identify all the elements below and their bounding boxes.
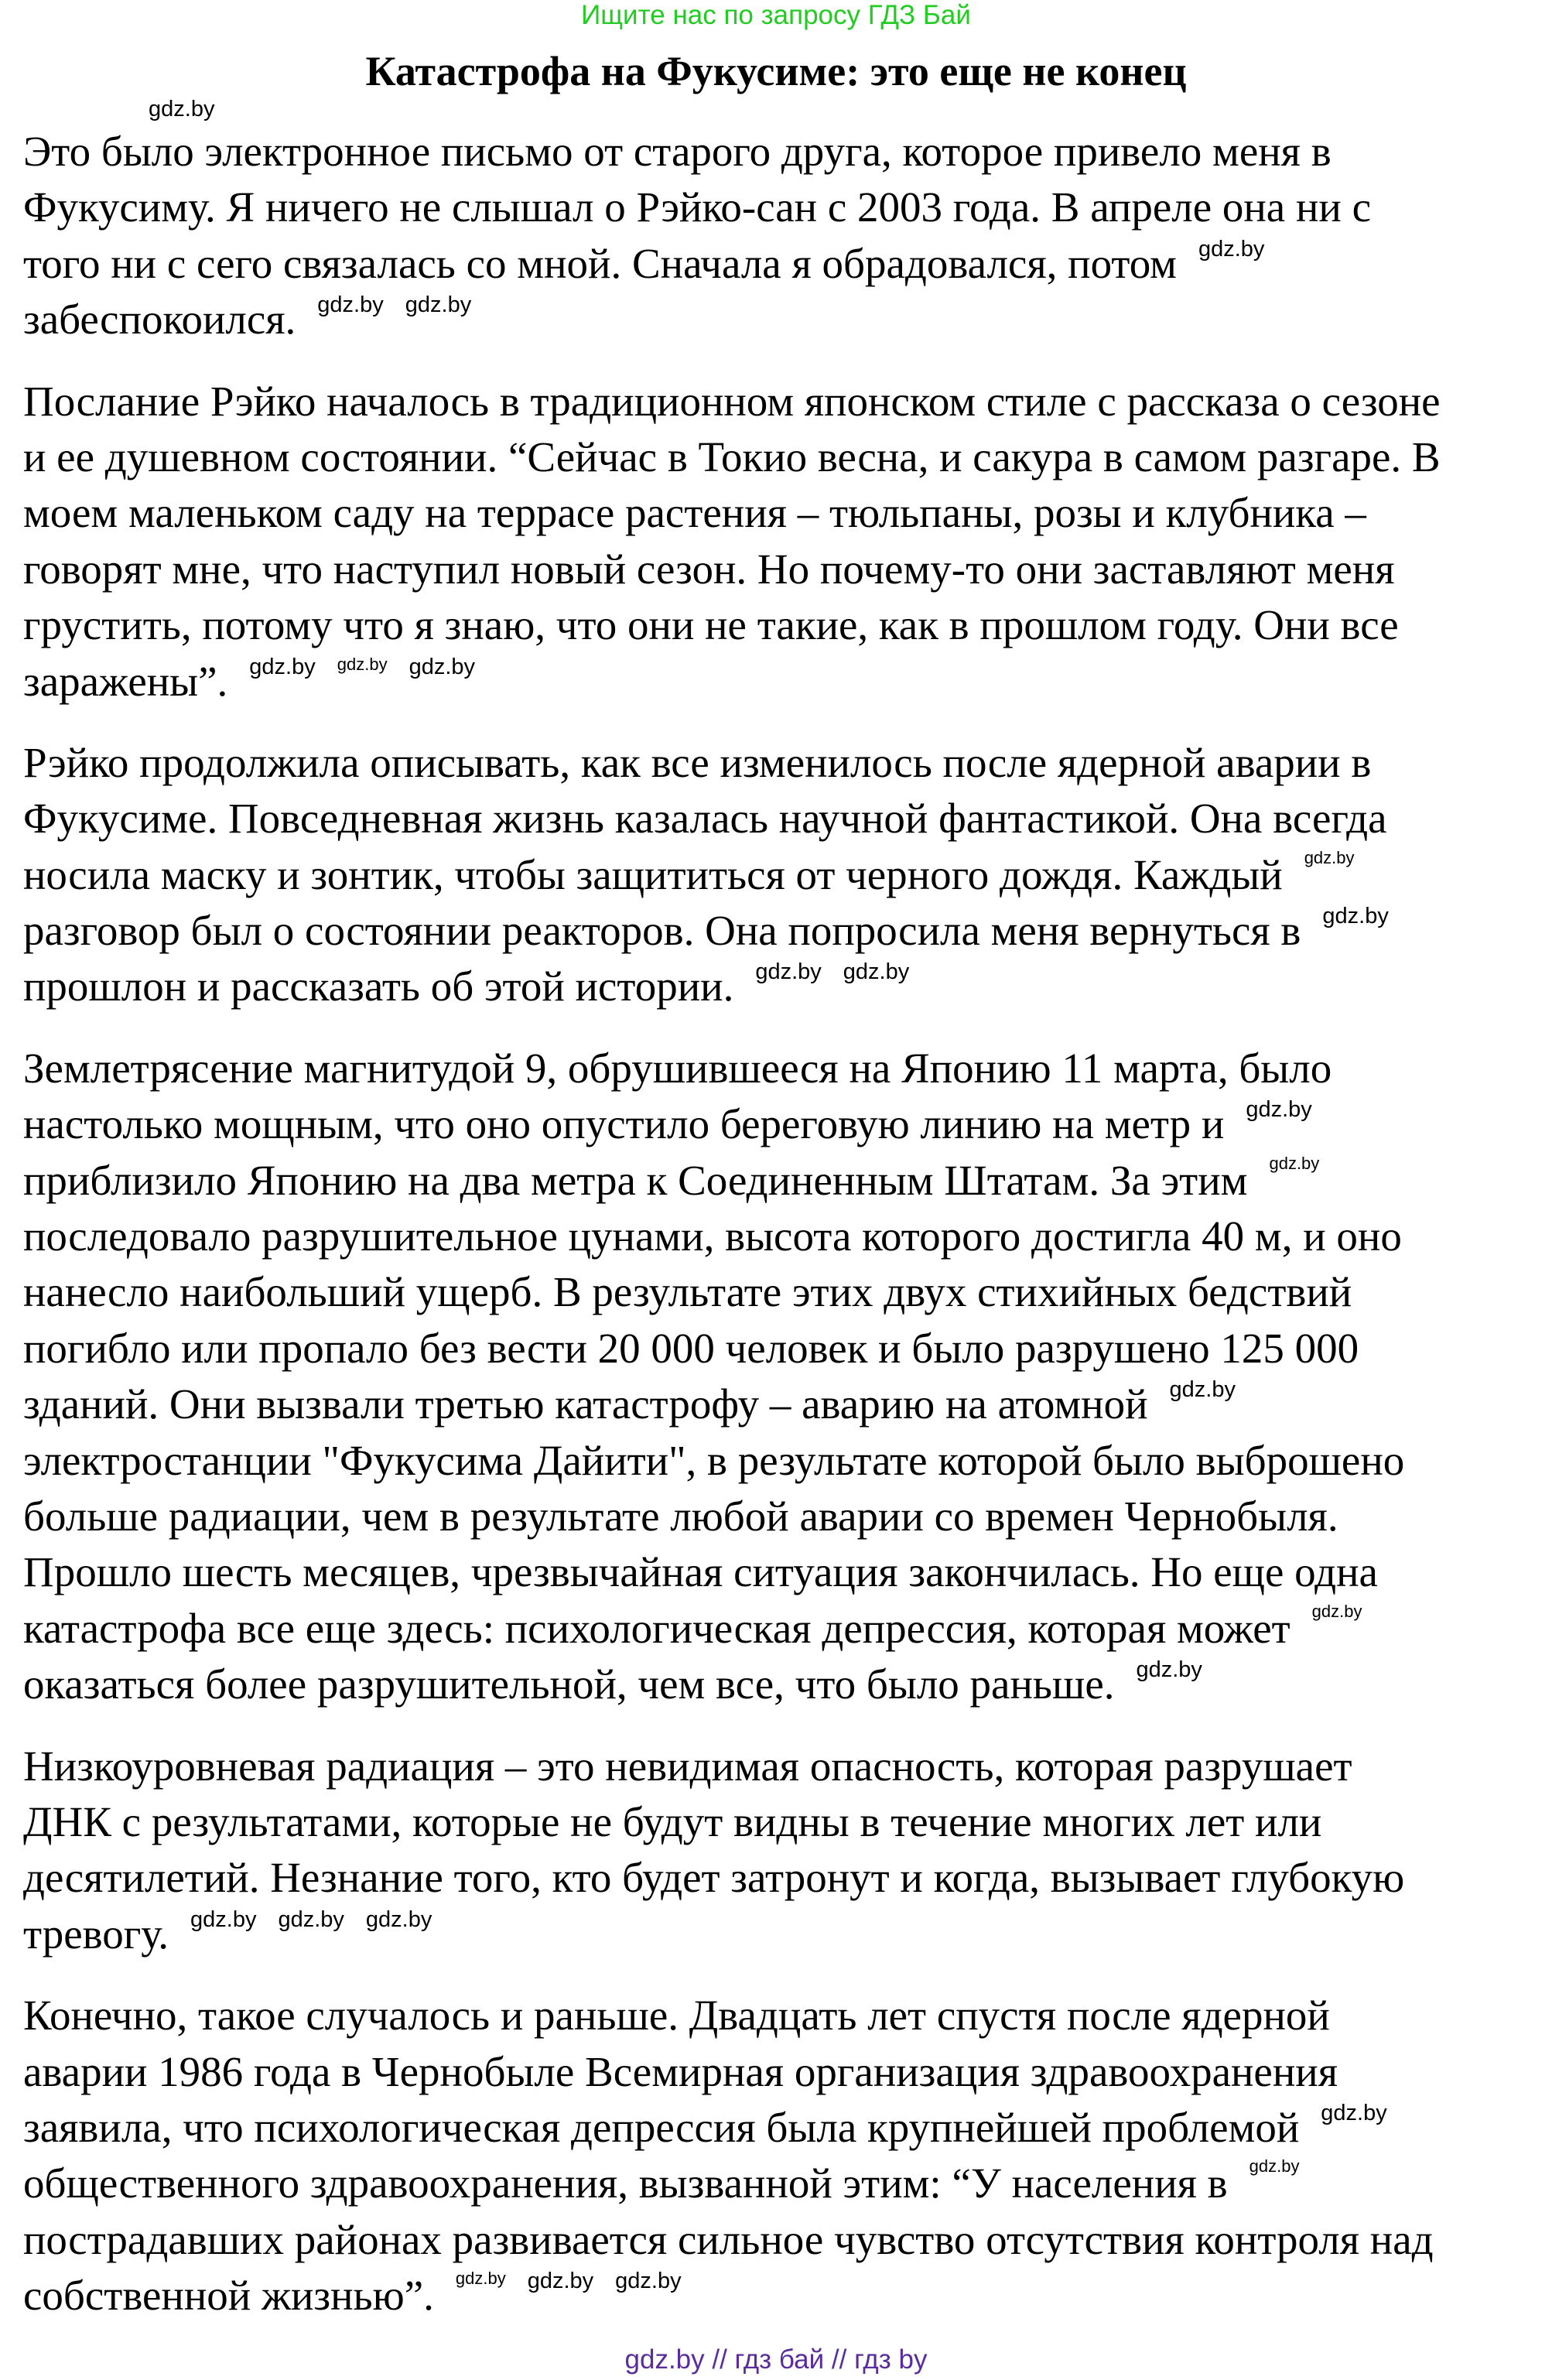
text-line: оказаться более разрушительной, чем все, что было раньше.	[23, 1660, 1115, 1708]
watermark: gdz.by	[149, 97, 215, 121]
text-line-row	[23, 1739, 1540, 1794]
text-line-row	[23, 2100, 1540, 2156]
text-line-row	[23, 1489, 1540, 1544]
text-line: прошлон и рассказать об этой истории.	[23, 963, 734, 1010]
watermark: gdz.by	[1249, 2156, 1300, 2177]
text-line: Послание Рэйко началось в традиционном японском стиле с рассказа о сезоне	[23, 377, 1441, 425]
text-line: грустить, потому что я знаю, что они не такие, как в прошлом году. Они все	[23, 601, 1399, 649]
text-line-row	[23, 1906, 1540, 1962]
text-line: пострадавших районах развивается сильное чувство отсутствия контроля над	[23, 2215, 1434, 2263]
text-line: говорят мне, что наступил новый сезон. Но почему-то они заставляют меня	[23, 545, 1395, 593]
text-line: десятилетий. Незнание того, кто будет затронут и когда, вызывает глубокую	[23, 1854, 1405, 1902]
watermark: gdz.by	[615, 2269, 682, 2294]
text-line: Землетрясение магнитудой 9, обрушившееся на Японию 11 марта, было	[23, 1044, 1332, 1092]
text-line-row	[23, 2212, 1540, 2268]
text-line: Конечно, такое случалось и раньше. Двадцать лет спустя после ядерной	[23, 1992, 1330, 2040]
text-line-row	[23, 180, 1540, 235]
text-line-row	[23, 959, 1540, 1014]
watermark: gdz.by	[843, 959, 910, 985]
watermark: gdz.by	[409, 654, 476, 679]
text-line-row	[23, 2044, 1540, 2100]
watermark: gdz.by	[249, 654, 316, 679]
text-line-row	[23, 2268, 1540, 2324]
text-line-row	[23, 1657, 1540, 1712]
text-line: Низкоуровневая радиация – это невидимая опасность, которая разрушает	[23, 1742, 1352, 1790]
text-line-row	[23, 485, 1540, 541]
text-line-row	[23, 791, 1540, 846]
text-line-row	[23, 903, 1540, 959]
text-line-row	[23, 735, 1540, 791]
text-line-row	[23, 1601, 1540, 1657]
text-line: ДНК с результатами, которые не будут видны в течение многих лет или	[23, 1797, 1322, 1845]
watermark: gdz.by	[1269, 1153, 1320, 1173]
watermark: gdz.by	[1322, 904, 1389, 929]
text-line-row	[23, 429, 1540, 485]
search-hint: Ищите нас по запросу ГДЗ Бай	[581, 0, 971, 30]
text-line: погибло или пропало без вести 20 000 человек и было разрушено 125 000	[23, 1324, 1359, 1372]
text-line: Рэйко продолжила описывать, как все изменилось после ядерной аварии в	[23, 738, 1372, 786]
text-line: и ее душевном состоянии. “Сейчас в Токио весна, и сакура в самом разгаре. В	[23, 433, 1441, 480]
text-line-row	[23, 124, 1540, 180]
watermark: gdz.by	[1169, 1377, 1236, 1403]
paragraph	[23, 735, 1540, 1015]
watermark: gdz.by	[755, 959, 822, 985]
text-line: заявила, что психологическая депрессия была крупнейшей проблемой	[23, 2103, 1300, 2151]
watermark: gdz.by	[405, 292, 472, 318]
text-line: аварии 1986 года в Чернобыле Всемирная организация здравоохранения	[23, 2047, 1338, 2095]
text-line: электростанции "Фукусима Дайити", в результате которой было выброшено	[23, 1436, 1405, 1484]
text-line: Это было электронное письмо от старого друга, которое привело меня в	[23, 128, 1332, 175]
text-line: Фукусиму. Я ничего не слышал о Рэйко-сан с 2003 года. В апреле она ни с	[23, 183, 1371, 231]
watermark: gdz.by	[1311, 1601, 1362, 1621]
watermark: gdz.by	[455, 2269, 506, 2289]
text-line: настолько мощным, что оно опустило береговую линию на метр и	[23, 1100, 1225, 1148]
text-line-row	[23, 236, 1540, 292]
text-line-row	[23, 1794, 1540, 1850]
watermark: gdz.by	[1304, 847, 1355, 867]
watermark: gdz.by	[1136, 1657, 1202, 1683]
paragraph	[23, 124, 1540, 348]
text-line-row	[23, 847, 1540, 903]
watermark: gdz.by	[278, 1906, 344, 1932]
watermark: gdz.by	[365, 1906, 432, 1932]
paragraph	[23, 1739, 1540, 1963]
article-body	[23, 124, 1540, 2349]
text-line-row	[23, 1096, 1540, 1152]
watermark: gdz.by	[527, 2269, 594, 2294]
text-line-row	[23, 1433, 1540, 1489]
text-line: последовало разрушительное цунами, высота которого достигла 40 м, и оно	[23, 1212, 1402, 1260]
text-line: моем маленьком саду на террасе растения – тюльпаны, розы и клубника –	[23, 489, 1366, 537]
text-line: носила маску и зонтик, чтобы защититься от черного дождя. Каждый	[23, 850, 1283, 898]
text-line: общественного здравоохранения, вызванной этим: “У населения в	[23, 2159, 1228, 2207]
text-line-row	[23, 1153, 1540, 1209]
text-line: приблизило Японию на два метра к Соединенным Штатам. За этим	[23, 1156, 1248, 1204]
text-line: тревогу.	[23, 1910, 169, 1958]
text-line: нанесло наибольший ущерб. В результате этих двух стихийных бедствий	[23, 1268, 1352, 1316]
watermark: gdz.by	[1321, 2100, 1387, 2125]
text-line-row	[23, 1321, 1540, 1376]
text-line-row	[23, 654, 1540, 710]
watermark: gdz.by	[1198, 236, 1265, 262]
text-line-row	[23, 1988, 1540, 2043]
page-title: Катастрофа на Фукусиме: это еще не конец	[365, 48, 1187, 94]
text-line: разговор был о состоянии реакторов. Она попросила меня вернуться в	[23, 907, 1301, 955]
text-line: катастрофа все еще здесь: психологическая депрессия, которая может	[23, 1604, 1290, 1652]
text-line-row	[23, 1041, 1540, 1096]
text-line-row	[23, 374, 1540, 429]
text-line: заражены”.	[23, 657, 228, 705]
text-line-row	[23, 1264, 1540, 1320]
text-line: Прошло шесть месяцев, чрезвычайная ситуация закончилась. Но еще одна	[23, 1548, 1378, 1596]
text-line: Фукусиме. Повседневная жизнь казалась научной фантастикой. Она всегда	[23, 795, 1387, 843]
text-line: зданий. Они вызвали третью катастрофу – аварию на атомной	[23, 1380, 1148, 1428]
watermark: gdz.by	[337, 654, 388, 674]
text-line: забеспокоился.	[23, 296, 296, 344]
text-line: того ни с сего связалась со мной. Сначала я обрадовался, потом	[23, 239, 1177, 287]
text-line-row	[23, 1850, 1540, 1906]
watermark: gdz.by	[190, 1906, 257, 1932]
paragraph	[23, 374, 1540, 710]
watermark: gdz.by	[1246, 1097, 1312, 1123]
text-line-row	[23, 1376, 1540, 1432]
text-line-row	[23, 1209, 1540, 1264]
watermark: gdz.by	[317, 292, 384, 318]
text-line-row	[23, 597, 1540, 653]
text-line-row	[23, 2156, 1540, 2211]
footer-links[interactable]: gdz.by // гдз бай // гдз by	[624, 2344, 928, 2375]
text-line-row	[23, 542, 1540, 597]
text-line-row	[23, 1544, 1540, 1600]
text-line-row	[23, 292, 1540, 347]
paragraph	[23, 1041, 1540, 1713]
text-line: больше радиации, чем в результате любой аварии со времен Чернобыля.	[23, 1492, 1338, 1540]
text-line: собственной жизнью”.	[23, 2272, 434, 2320]
paragraph	[23, 1988, 1540, 2324]
